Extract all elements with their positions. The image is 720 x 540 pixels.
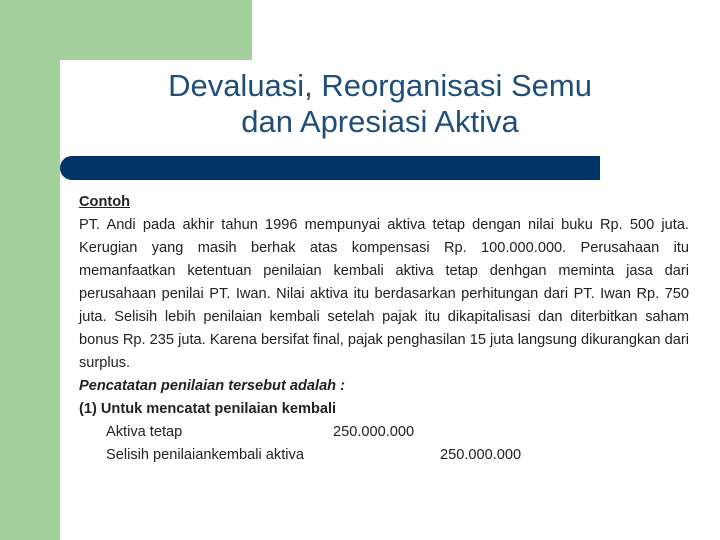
journal-step-1: (1) Untuk mencatat penilaian kembali [79, 401, 337, 417]
slide-title [80, 68, 680, 140]
top-accent-block [0, 0, 252, 60]
journal-account: Selisih penilaiankembali aktiva [106, 447, 304, 463]
journal-account: Aktiva tetap [106, 424, 183, 440]
journal-row [79, 421, 689, 444]
title-line-1: Devaluasi, Reorganisasi Semu [168, 68, 592, 103]
left-accent-band [0, 0, 60, 540]
example-paragraph: PT. Andi pada akhir tahun 1996 mempunyai aktiva tetap dengan nilai buku Rp. 500 juta. Kerugian yang masih berhak atas kompensasi Rp. 100.000.000. Perusahaan itu memanfaatkan ketentuan penilaian kembali aktiva tetap denhgan meminta jasa dari perusahaan penilai PT. Iwan. Nilai aktiva itu berdasarkan perhitungan dari PT. Iwan Rp. 750 juta. Selisih lebih penilaian kembali setelah pajak itu dikapitalisasi dan diterbitkan saham bonus Rp. 235 juta. Karena bersifat final, pajak penghasilan 15 juta langsung dikurangkan dari surplus. [79, 217, 689, 371]
recording-subtitle: Pencatatan penilaian tersebut adalah : [79, 378, 346, 394]
journal-row [79, 444, 689, 467]
title-underline-bar [60, 156, 600, 180]
example-heading: Contoh [79, 194, 131, 210]
journal-debit: 250.000.000 [333, 424, 415, 440]
title-line-2: dan Apresiasi Aktiva [241, 104, 519, 139]
slide-content [79, 191, 689, 467]
journal-credit: 250.000.000 [440, 447, 522, 463]
